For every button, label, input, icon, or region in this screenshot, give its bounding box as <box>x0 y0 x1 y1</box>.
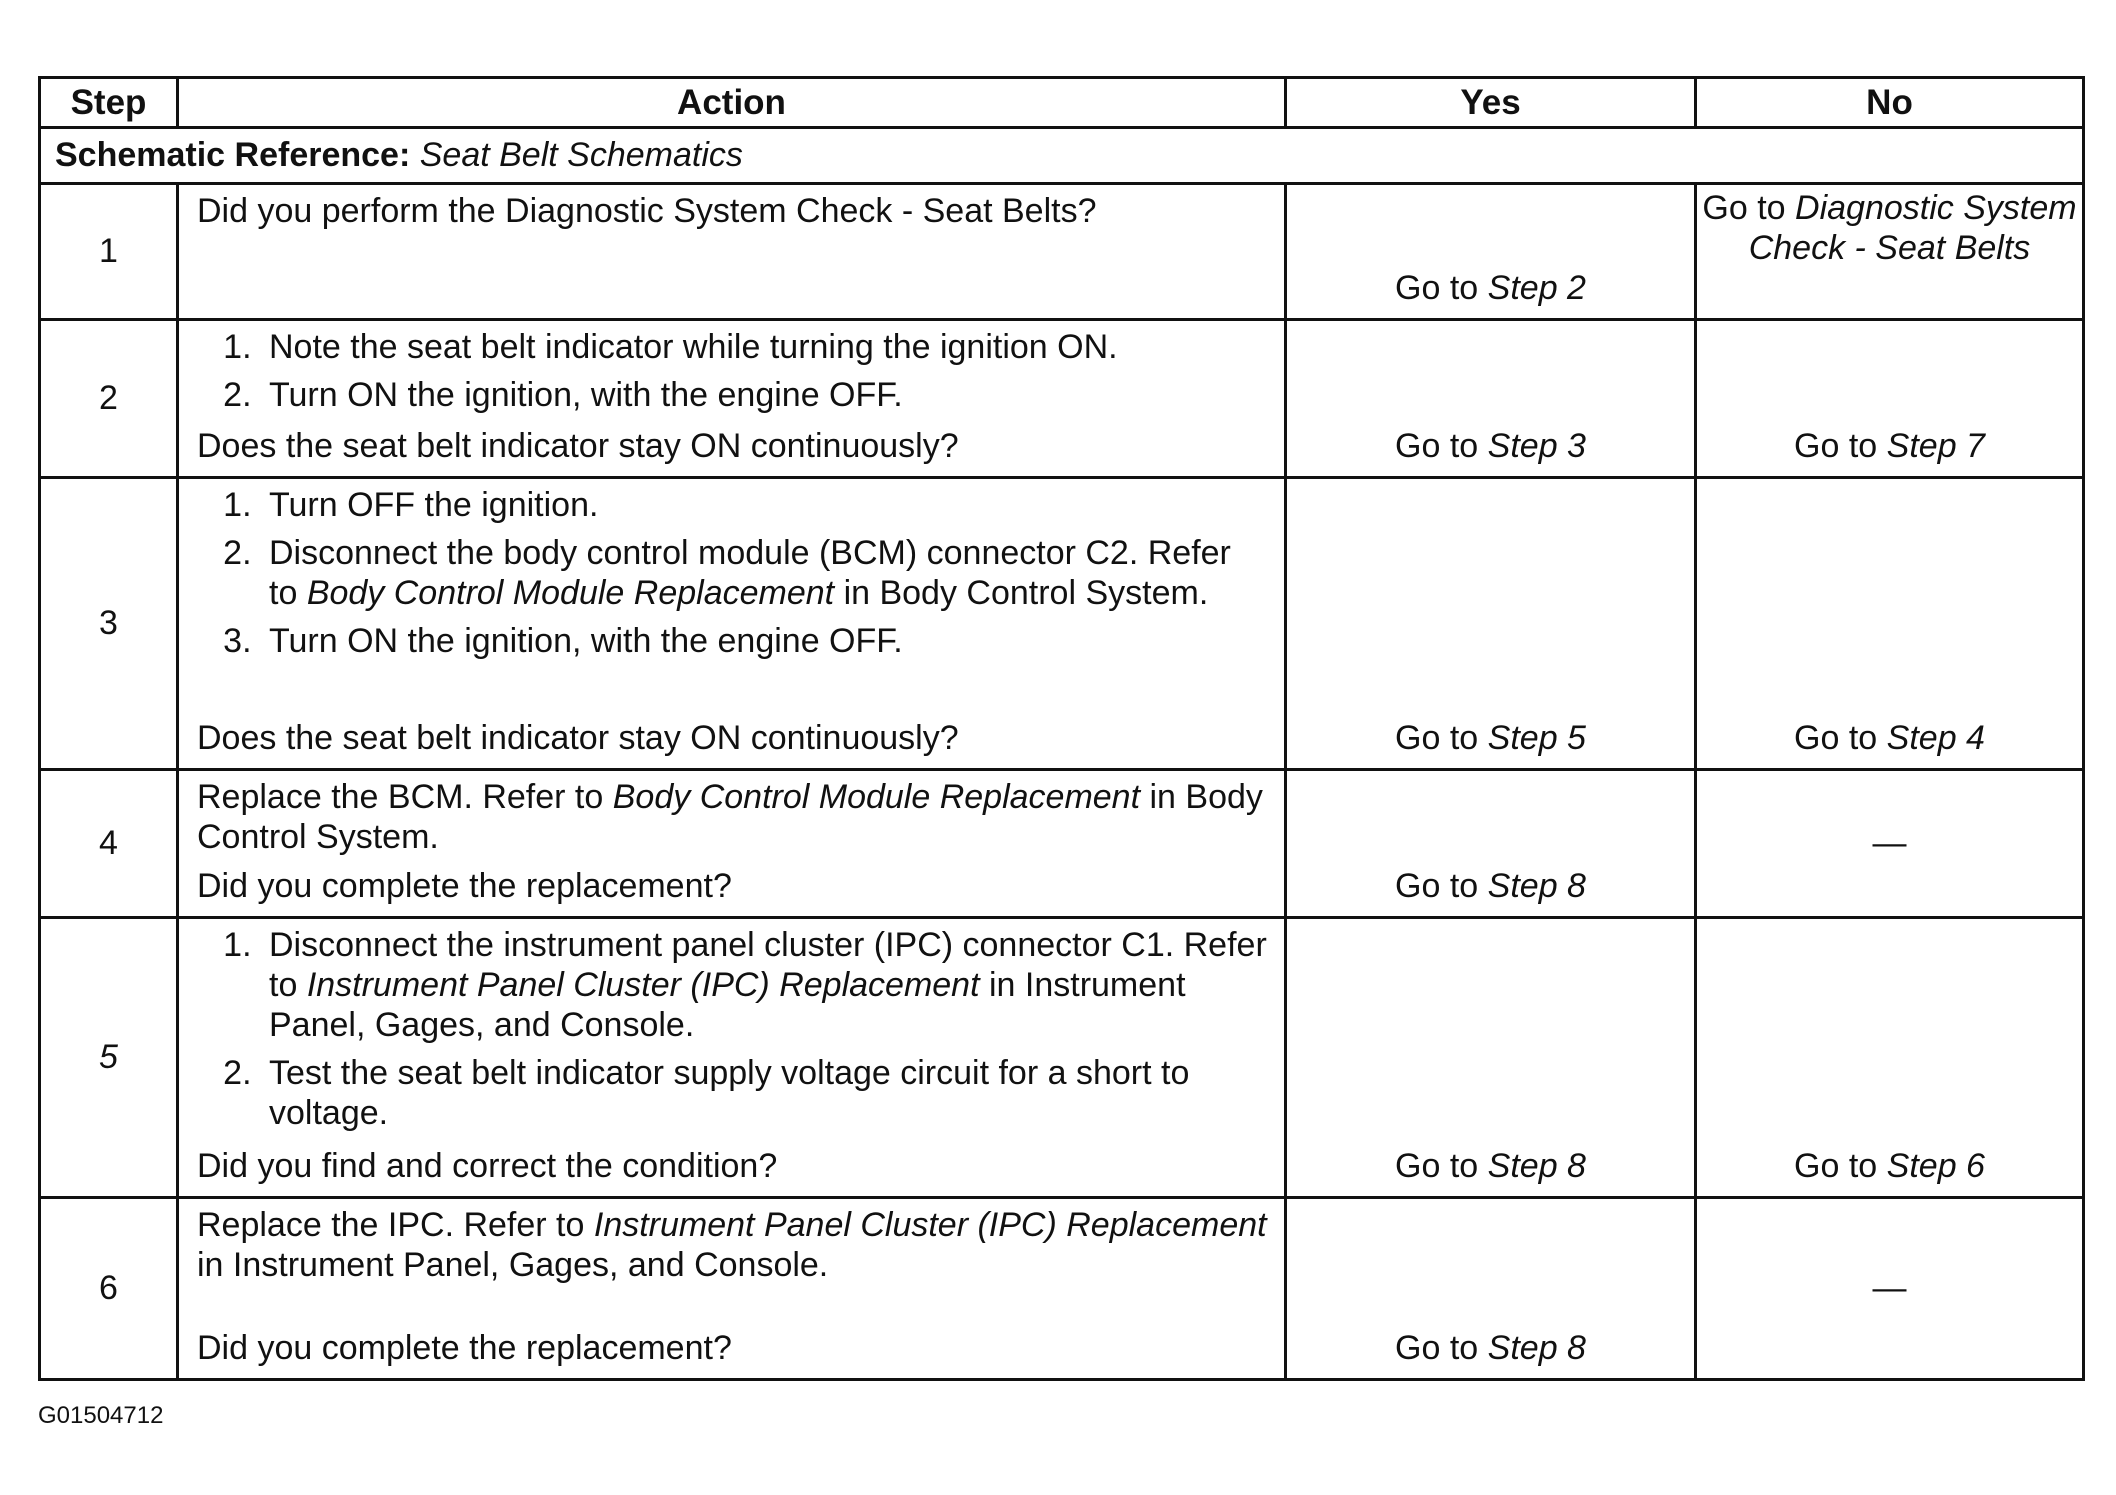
no-cell <box>1696 918 2084 1198</box>
action-step-item <box>261 533 1268 613</box>
yes-cell <box>1286 184 1696 320</box>
ipc-replacement-link[interactable]: Instrument Panel Cluster (IPC) Replacement <box>306 966 980 1005</box>
action-question: Did you complete the replacement? <box>197 1328 732 1367</box>
table-row <box>40 184 2084 320</box>
yes-step-link[interactable]: Step 8 <box>1487 867 1586 905</box>
yes-step-link[interactable]: Step 8 <box>1487 1147 1586 1185</box>
yes-cell <box>1286 320 1696 478</box>
action-column-header: Action <box>178 78 1286 128</box>
goto-text: Go to <box>1395 1147 1479 1185</box>
goto-text: Go to <box>1395 867 1479 905</box>
no-cell <box>1696 184 2084 320</box>
table-row <box>40 770 2084 918</box>
action-step-text: Disconnect the instrument panel cluster (IPC) connector C1. Refer to <box>269 926 1267 1005</box>
step-column-header: Step <box>40 78 178 128</box>
schematic-reference <box>40 128 2084 184</box>
diagnostic-table <box>38 76 2085 1381</box>
action-step-text: Disconnect the body control module (BCM) connector C2. Refer to <box>269 534 1231 613</box>
no-diagnostic-check-link[interactable]: Diagnostic System Check - Seat Belts <box>1748 189 2077 267</box>
action-step-item <box>261 925 1268 1045</box>
action-question: Does the seat belt indicator stay ON continuously? <box>197 426 959 465</box>
action-text: Replace the IPC. Refer to <box>197 1206 585 1244</box>
action-cell <box>178 320 1286 478</box>
action-cell <box>178 1198 1286 1380</box>
step-number: 2 <box>40 320 178 478</box>
yes-cell <box>1286 1198 1696 1380</box>
step-number: 6 <box>40 1198 178 1380</box>
no-cell-dash: — <box>1696 1198 2084 1380</box>
schematic-reference-label: Schematic Reference: <box>55 136 411 174</box>
table-row <box>40 1198 2084 1380</box>
action-steps-list <box>197 925 1268 1142</box>
step-number: 5 <box>40 918 178 1198</box>
goto-text: Go to <box>1395 427 1479 465</box>
action-text: Replace the BCM. Refer to <box>197 778 604 816</box>
goto-text: Go to <box>1794 427 1878 465</box>
yes-step-link[interactable]: Step 2 <box>1487 269 1586 307</box>
action-step-text: in Instrument Panel, Gages, and Console. <box>269 966 1186 1045</box>
table-row <box>40 478 2084 770</box>
no-cell <box>1696 478 2084 770</box>
schematic-reference-link[interactable]: Seat Belt Schematics <box>419 136 743 174</box>
action-text: in Instrument Panel, Gages, and Console. <box>197 1246 829 1285</box>
goto-text: Go to <box>1395 719 1479 757</box>
yes-column-header: Yes <box>1286 78 1696 128</box>
action-step-item: 1. Turn OFF the ignition. <box>261 485 1268 525</box>
body-control-module-replacement-link[interactable]: Body Control Module Replacement <box>612 778 1141 816</box>
figure-id: G01504712 <box>38 1402 164 1429</box>
ipc-replacement-link[interactable]: Instrument Panel Cluster (IPC) Replacement <box>593 1206 1267 1244</box>
no-step-link[interactable]: Step 6 <box>1886 1147 1985 1185</box>
action-step-text: in Body Control System. <box>843 574 1209 613</box>
action-question: Did you complete the replacement? <box>197 866 732 905</box>
goto-text: Go to <box>1794 719 1878 757</box>
action-question: Did you find and correct the condition? <box>197 1146 778 1185</box>
action-cell <box>178 770 1286 918</box>
yes-step-link[interactable]: Step 8 <box>1487 1329 1586 1367</box>
body-control-module-replacement-link[interactable]: Body Control Module Replacement <box>306 574 835 613</box>
action-cell <box>178 184 1286 320</box>
action-step-item: 3. Turn ON the ignition, with the engine OFF. <box>261 621 1268 661</box>
action-steps-list <box>197 485 1268 669</box>
goto-text: Go to <box>1395 1329 1479 1367</box>
step-number: 1 <box>40 184 178 320</box>
action-step-item: 2. Test the seat belt indicator supply voltage circuit for a short to voltage. <box>261 1053 1268 1133</box>
no-step-link[interactable]: Step 7 <box>1886 427 1985 465</box>
no-cell <box>1696 320 2084 478</box>
header-row <box>40 78 2084 128</box>
action-instruction <box>197 1205 1268 1285</box>
action-question: Does the seat belt indicator stay ON continuously? <box>197 718 959 757</box>
yes-step-link[interactable]: Step 3 <box>1487 427 1586 465</box>
action-cell <box>178 478 1286 770</box>
step-number: 4 <box>40 770 178 918</box>
action-question: Did you perform the Diagnostic System Check - Seat Belts? <box>197 192 1097 230</box>
step-number: 3 <box>40 478 178 770</box>
goto-text: Go to <box>1395 269 1479 307</box>
action-step-item: 1. Note the seat belt indicator while turning the ignition ON. <box>261 327 1268 367</box>
yes-cell <box>1286 478 1696 770</box>
table-row <box>40 320 2084 478</box>
goto-text: Go to <box>1794 1147 1878 1185</box>
action-instruction <box>197 777 1268 857</box>
yes-step-link[interactable]: Step 5 <box>1487 719 1586 757</box>
schematic-reference-row <box>40 128 2084 184</box>
action-cell <box>178 918 1286 1198</box>
action-text: in Body Control System. <box>197 778 1263 857</box>
no-column-header: No <box>1696 78 2084 128</box>
action-steps-list <box>197 327 1268 423</box>
no-step-link[interactable]: Step 4 <box>1886 719 1985 757</box>
table-row <box>40 918 2084 1198</box>
yes-cell <box>1286 770 1696 918</box>
no-cell-dash: — <box>1696 770 2084 918</box>
goto-text: Go to <box>1702 189 1786 227</box>
action-step-item: 2. Turn ON the ignition, with the engine OFF. <box>261 375 1268 415</box>
yes-cell <box>1286 918 1696 1198</box>
